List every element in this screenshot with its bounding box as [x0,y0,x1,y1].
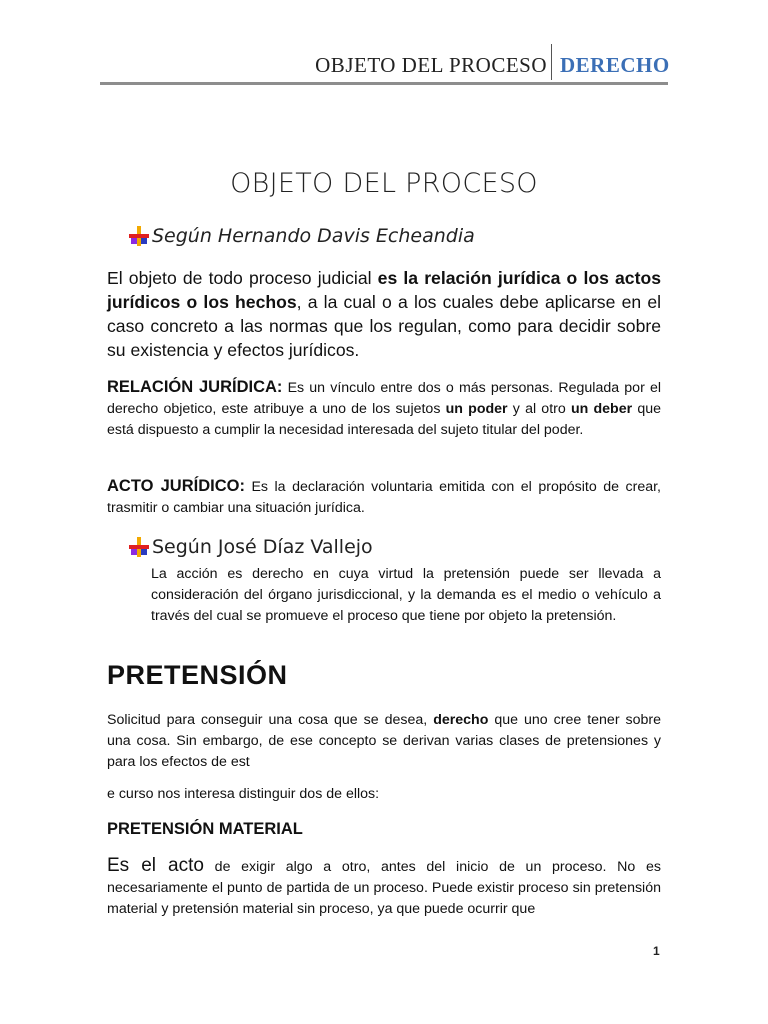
intro-text-2: , a la cual o a los cuales debe aplicarse en el caso concreto a las normas que los regulan, como para decidir sobre su existencia y efectos jurídicos. [107,292,662,360]
solicitud-paragraph [107,710,661,773]
curso-paragraph: e curso nos interesa distinguir dos de ellos: [107,786,380,802]
accion-paragraph: La acción es derecho en cuya virtud la pretensión puede ser llevada a consideración del órgano jurisdiccional, y la demanda es el medio o vehículo a través del cual se promueve el proceso que tiene por objeto la pretensión. [151,566,661,624]
acto-label: ACTO JURÍDICO: [107,477,245,495]
acto-paragraph [107,476,661,519]
bullet-diaz-text: Según José Díaz Vallejo [152,536,373,558]
bullet-hernando [128,225,475,247]
colored-cross-bullet-icon [128,536,150,558]
solicitud-text-1: Solicitud para conseguir una cosa que se desea, [107,712,434,728]
relacion-bold-1: un poder [445,401,508,417]
relacion-text-2: y al otro [507,401,571,417]
intro-bold: es la relación jurídica o los actos jurídicos o los hechos [107,268,661,312]
pretension-heading: PRETENSIÓN [107,660,288,690]
header-title: OBJETO DEL PROCESO [315,53,547,77]
material-text: de exigir algo a otro, antes del inicio de un proceso. No es necesariamente el punto de partida de un proceso. Puede existir proceso sin pretensión material y pretensión material sin proceso, ya que puede ocurrir que [107,859,661,917]
material-paragraph [107,855,661,920]
document-title: OBJETO DEL PROCESO [230,168,538,199]
solicitud-text-2: que uno cree tener sobre una cosa. Sin embargo, de ese concepto se derivan varias clases de pretensiones y para los efectos de est [107,712,662,770]
relacion-paragraph [107,377,661,441]
intro-text-1: El objeto de todo proceso judicial [107,268,378,288]
relacion-text-1: Es un vínculo entre dos o más personas. Regulada por el derecho objetico, este atribuye a uno de los sujetos [107,380,662,417]
relacion-bold-2: un deber [570,401,633,417]
colored-cross-bullet-icon [128,225,150,247]
pretension-material-heading: PRETENSIÓN MATERIAL [107,820,303,838]
bullet-diaz [128,536,373,558]
relacion-label: RELACIÓN JURÍDICA: [107,378,283,396]
header-rule [100,82,668,85]
intro-paragraph [107,266,661,362]
material-lead: Es el acto [107,855,204,876]
solicitud-bold: derecho [433,712,489,728]
header-separator [551,44,552,80]
page-number: 1 [653,944,660,958]
bullet-hernando-text: Según Hernando Davis Echeandia [152,225,475,247]
acto-text: Es la declaración voluntaria emitida con el propósito de crear, trasmitir o cambiar una situación jurídica. [107,479,661,516]
page-header [100,44,668,84]
relacion-text-3: que está dispuesto a cumplir la necesidad interesada del sujeto titular del poder. [107,401,661,438]
header-subtitle: DERECHO [560,53,670,77]
